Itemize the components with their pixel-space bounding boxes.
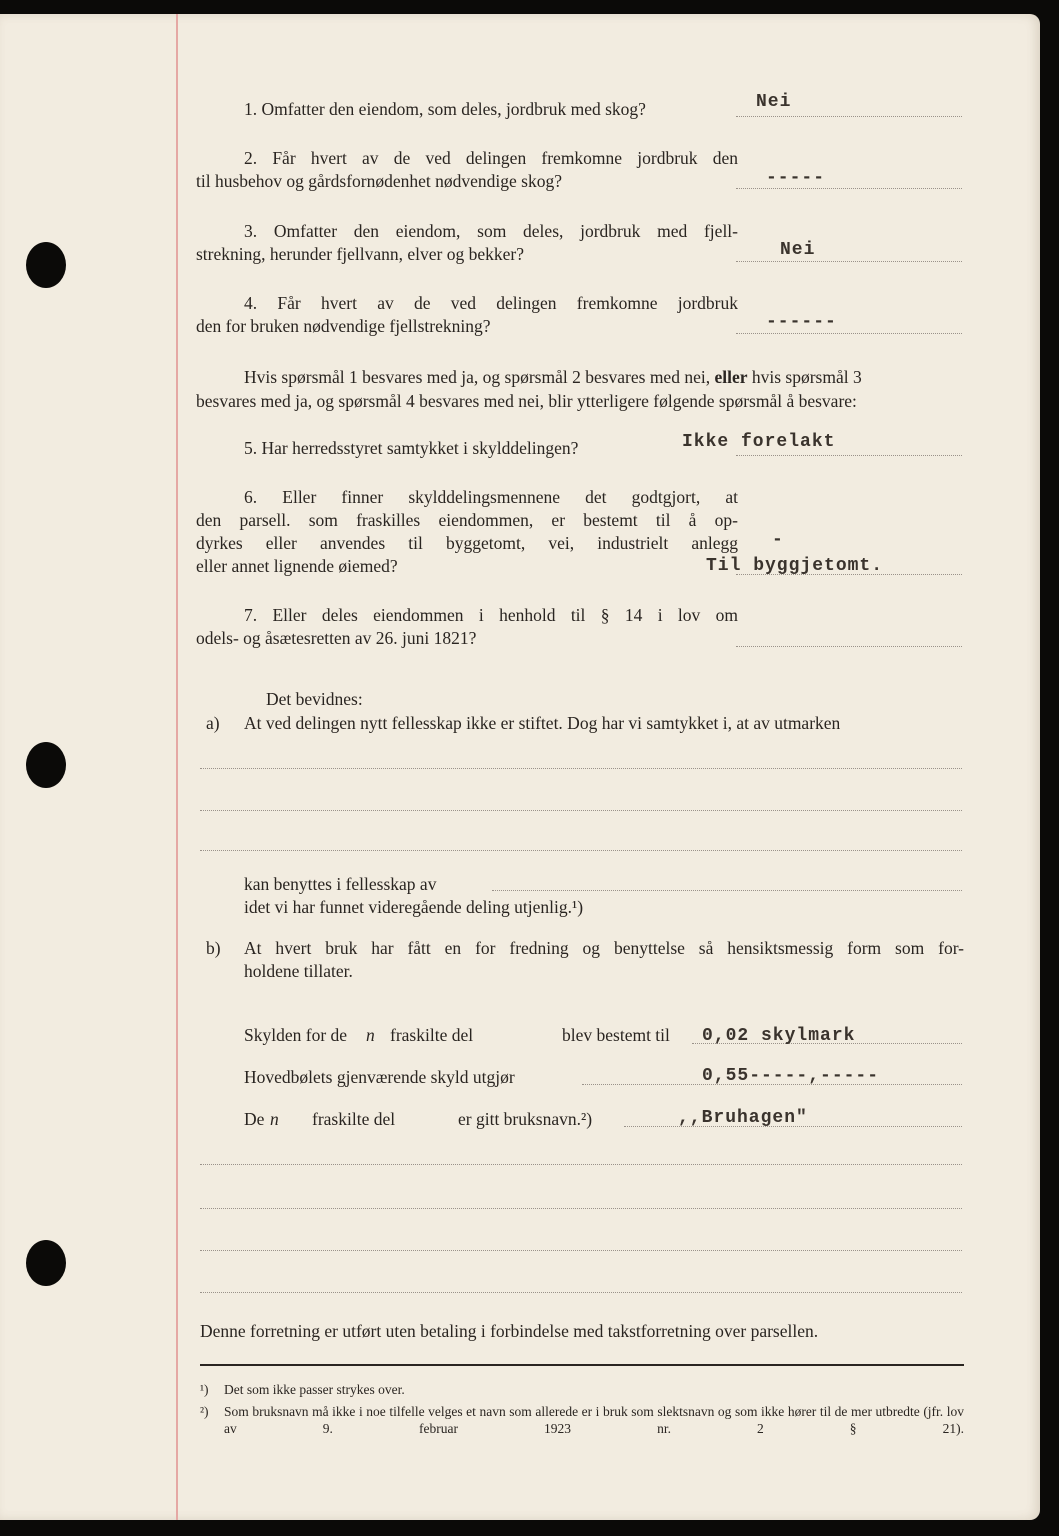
- margin-line: [176, 14, 178, 1520]
- question-3-line-1: 3. Omfatter den eiendom, som deles, jordbruk med fjell-: [244, 221, 738, 241]
- skyld-row-1-part: fraskilte del: [390, 1025, 474, 1045]
- answer-3: Nei: [780, 240, 816, 260]
- skyld-row-3-hand: n: [270, 1109, 279, 1129]
- question-3-line-2: strekning, herunder fjellvann, elver og bekker?: [196, 244, 524, 264]
- blank-line: [200, 768, 962, 769]
- shared-line-1: kan benyttes i fellesskap av: [244, 874, 437, 894]
- question-6-line-4: eller annet lignende øiemed?: [196, 556, 398, 576]
- answer-line: [736, 455, 962, 456]
- conditional-line-1: [244, 366, 862, 389]
- answer-4: ------: [766, 312, 837, 332]
- skyld-row-1-hand: n: [366, 1025, 375, 1045]
- punch-hole: [26, 742, 66, 788]
- question-2-line-1: 2. Får hvert av de ved delingen fremkomne jordbruk den: [244, 148, 738, 168]
- answer-line: [736, 333, 962, 334]
- blank-line: [200, 1164, 962, 1165]
- attest-b-line-2: holdene tillater.: [244, 961, 353, 981]
- question-5: 5. Har herredsstyret samtykket i skylddelingen?: [244, 438, 579, 458]
- footnote-rule: [200, 1364, 964, 1366]
- question-7-line-1: 7. Eller deles eiendommen i henhold til § 14 i lov om: [244, 605, 738, 625]
- question-1: 1. Omfatter den eiendom, som deles, jordbruk med skog?: [244, 99, 646, 119]
- answer-line: [736, 188, 962, 189]
- footnote-1-mark: ¹): [200, 1382, 209, 1397]
- answer-2: -----: [766, 168, 826, 188]
- blank-line: [200, 1250, 962, 1251]
- punch-hole: [26, 242, 66, 288]
- question-7-line-2: odels- og åsætesretten av 26. juni 1821?: [196, 628, 477, 648]
- skyld-row-3-value: ,,Bruhagen": [678, 1108, 808, 1128]
- punch-hole: [26, 1240, 66, 1286]
- question-4-line-2: den for bruken nødvendige fjellstrekning?: [196, 316, 491, 336]
- conditional-line-2: besvares med ja, og spørsmål 4 besvares med nei, blir ytterligere følgende spørsmål å besvare:: [196, 391, 857, 411]
- question-4-line-1: 4. Får hvert av de ved delingen fremkomne jordbruk: [244, 293, 738, 313]
- answer-6: Til byggjetomt.: [706, 556, 884, 576]
- attest-a-label: a): [206, 713, 220, 733]
- skyld-row-2-value: 0,55-----,-----: [702, 1066, 880, 1086]
- skyld-row-1-label: Skylden for de: [244, 1025, 348, 1045]
- skyld-row-2-label: Hovedbølets gjenværende skyld utgjør: [244, 1067, 515, 1087]
- conditional-text: hvis spørsmål 3: [751, 367, 862, 387]
- conditional-text: Hvis spørsmål 1 besvares med ja, og spørsmål 2 besvares med nei,: [244, 367, 711, 387]
- skyld-row-3-part: fraskilte del: [312, 1109, 396, 1129]
- closing-statement: Denne forretning er utført uten betaling i forbindelse med takstforretning over parsellen.: [200, 1321, 819, 1341]
- blank-line: [200, 850, 962, 851]
- attest-b-label: b): [206, 938, 221, 958]
- blank-line: [200, 1292, 962, 1293]
- answer-1: Nei: [756, 92, 792, 112]
- skyld-row-1-decided: blev bestemt til: [562, 1025, 670, 1045]
- conditional-bold: eller: [714, 367, 748, 387]
- skyld-row-1-value: 0,02 skylmark: [702, 1026, 856, 1046]
- skyld-row-3-label: De: [244, 1109, 265, 1129]
- question-6-line-1: 6. Eller finner skylddelingsmennene det godtgjort, at: [244, 487, 738, 507]
- skyld-row-3-named: er gitt bruksnavn.²): [458, 1109, 593, 1129]
- answer-6-dash: -: [772, 530, 784, 550]
- attest-b-line-1: At hvert bruk har fått en for fredning og benyttelse så hensiktsmessig form som for-: [244, 938, 964, 958]
- answer-line: [736, 646, 962, 647]
- attest-a-text: At ved delingen nytt fellesskap ikke er stiftet. Dog har vi samtykket i, at av utmarken: [244, 713, 841, 733]
- question-6-line-2: den parsell. som fraskilles eiendommen, er bestemt til å op-: [196, 510, 738, 530]
- blank-line: [200, 810, 962, 811]
- question-2-line-2: til husbehov og gårdsfornødenhet nødvendige skog?: [196, 171, 562, 191]
- footnote-2: Som bruksnavn må ikke i noe tilfelle velges et navn som allerede er i bruk som slektsnavn og som ikke hører til de mer utbredte (jfr. lov av 9. februar 1923 nr. 2 § 21).: [224, 1404, 964, 1436]
- answer-5: Ikke forelakt: [682, 432, 836, 452]
- footnote-1: Det som ikke passer strykes over.: [224, 1382, 405, 1397]
- attest-heading: Det bevidnes:: [266, 689, 363, 709]
- answer-line: [736, 116, 962, 117]
- answer-line: [736, 261, 962, 262]
- blank-line: [492, 890, 962, 891]
- question-6-line-3: dyrkes eller anvendes til byggetomt, vei, industrielt anlegg: [196, 533, 738, 553]
- footnote-2-mark: ²): [200, 1404, 209, 1419]
- blank-line: [200, 1208, 962, 1209]
- shared-line-2: idet vi har funnet videregående deling utjenlig.¹): [244, 897, 584, 917]
